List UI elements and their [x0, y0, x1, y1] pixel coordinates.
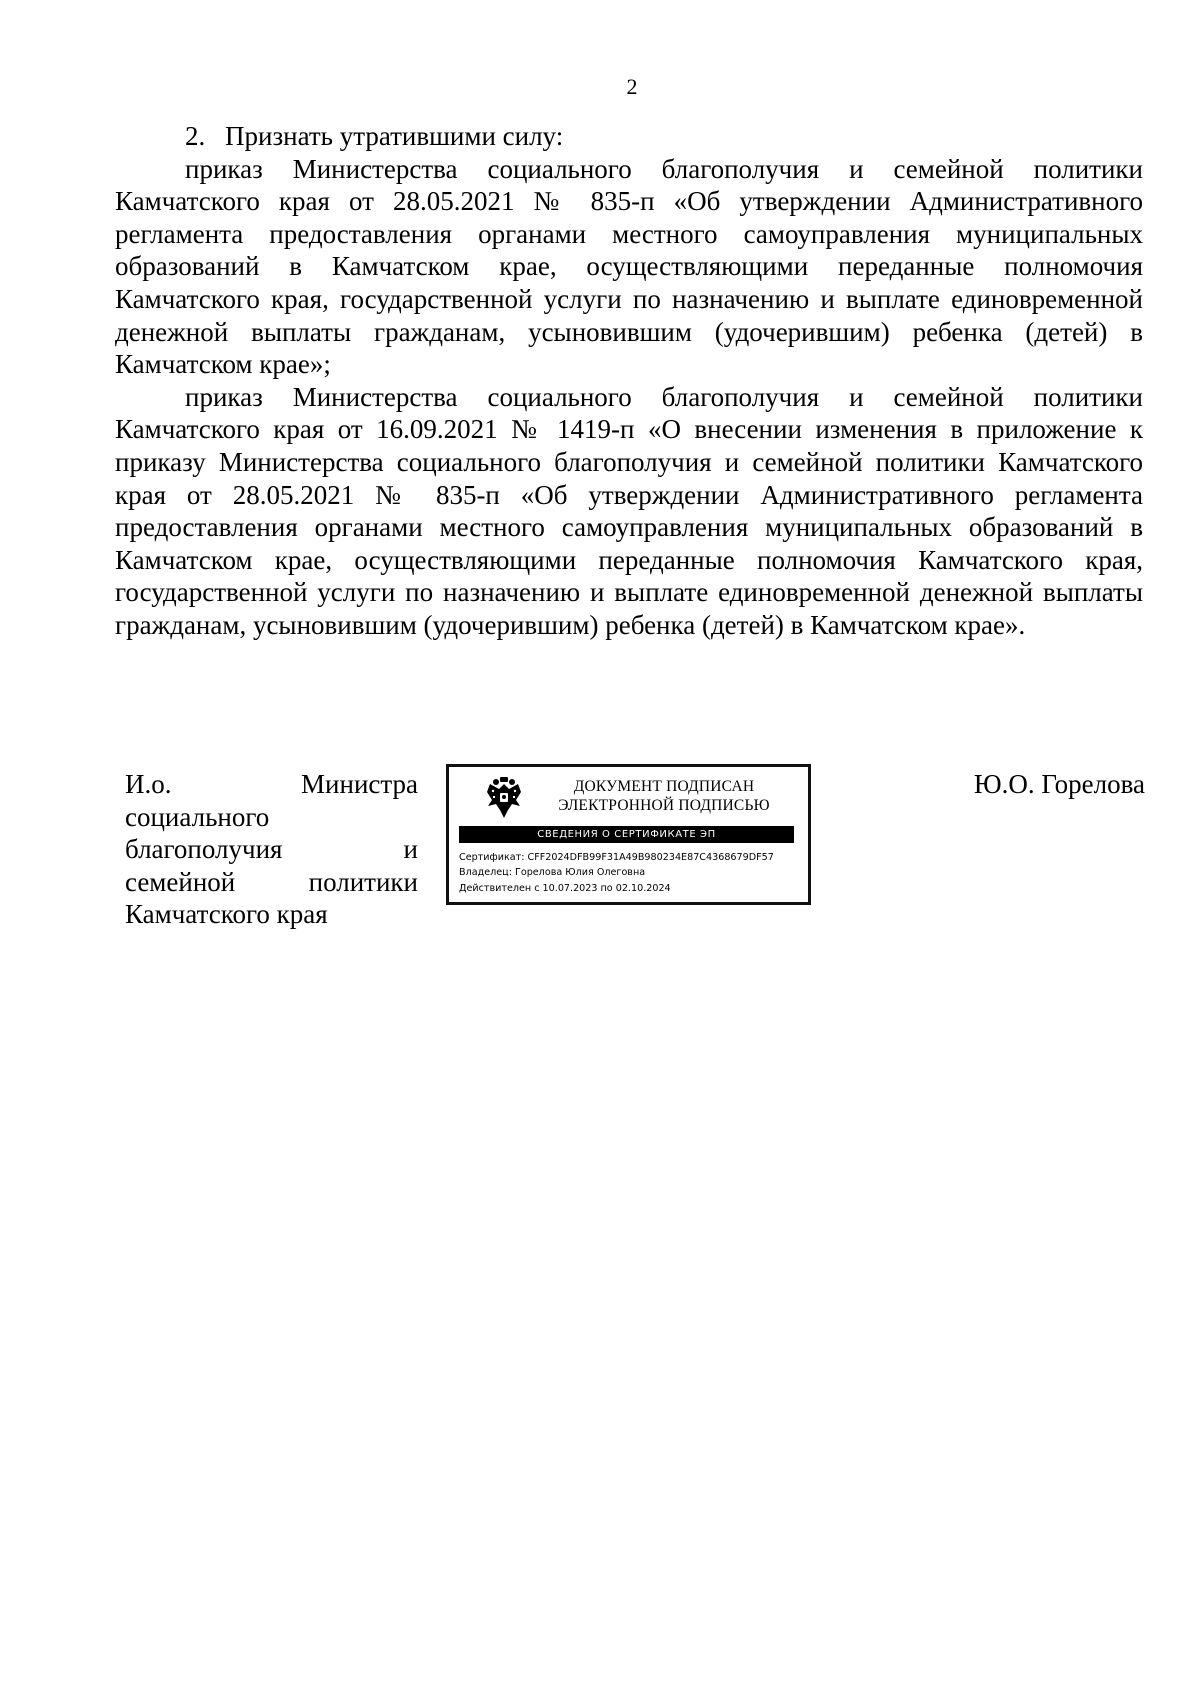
item-heading	[115, 120, 1143, 153]
stamp-heading-line: ДОКУМЕНТ ПОДПИСАН	[573, 778, 755, 795]
position-word: Камчатского края	[125, 899, 328, 930]
signature-block	[125, 768, 1145, 948]
position-word: Министра	[301, 769, 418, 799]
document-body	[115, 120, 1143, 642]
position-word: И.о.	[125, 769, 172, 799]
position-line	[125, 768, 418, 801]
signer-position	[125, 768, 418, 931]
paragraph-repealed-order-835: приказ Министерства социального благополучия и семейной политики Камчатского края от 28.05.2021 № 835-п «Об утверждении Административного регламента предоставления органами местного самоуправления муниципальных образований в Камчатском крае, осуществляющими переданные полномочия Камчатского края, государственной услуги по назначению и выплате единовременной денежной выплаты гражданам, усыновившим (удочерившим) ребенка (детей) в Камчатском крае»;	[115, 153, 1143, 380]
item-number: 2.	[185, 121, 206, 151]
stamp-certificate: Сертификат: CFF2024DFB99F31A49B980234E87C4368679DF57	[459, 852, 774, 863]
position-word: политики	[308, 866, 418, 897]
stamp-owner: Владелец: Горелова Юлия Олеговна	[459, 867, 646, 879]
stamp-validity: Действителен с 10.07.2023 по 02.10.2024	[459, 882, 671, 894]
stamp-details	[459, 850, 804, 896]
signer-name: Ю.О. Горелова	[973, 769, 1145, 799]
stamp-heading-line: ЭЛЕКТРОННОЙ ПОДПИСЬЮ	[558, 797, 770, 814]
stamp-heading	[534, 777, 794, 815]
position-word: благополучия	[125, 834, 283, 865]
russian-coat-of-arms-icon	[484, 776, 524, 820]
item-heading-text: Признать утратившими силу:	[225, 121, 564, 151]
position-line	[125, 833, 418, 866]
position-word: социального	[125, 801, 270, 832]
position-line	[125, 801, 418, 834]
stamp-certificate-bar: СВЕДЕНИЯ О СЕРТИФИКАТЕ ЭП	[459, 826, 794, 843]
position-word: семейной	[125, 866, 236, 897]
position-line	[125, 866, 418, 899]
page-number: 2	[626, 74, 638, 99]
position-line	[125, 898, 418, 931]
paragraph-repealed-order-1419: приказ Министерства социального благополучия и семейной политики Камчатского края от 16.09.2021 № 1419-п «О внесении изменения в приложение к приказу Министерства социального благополучия и семейной политики Камчатского края от 28.05.2021 № 835-п «Об утверждении Административного регламента предоставления органами местного самоуправления муниципальных образований в Камчатском крае, осуществляющими переданные полномочия Камчатского края, государственной услуги по назначению и выплате единовременной денежной выплаты гражданам, усыновившим (удочерившим) ребенка (детей) в Камчатском крае».	[115, 381, 1143, 640]
electronic-signature-stamp	[446, 764, 811, 905]
position-word: и	[403, 834, 418, 865]
